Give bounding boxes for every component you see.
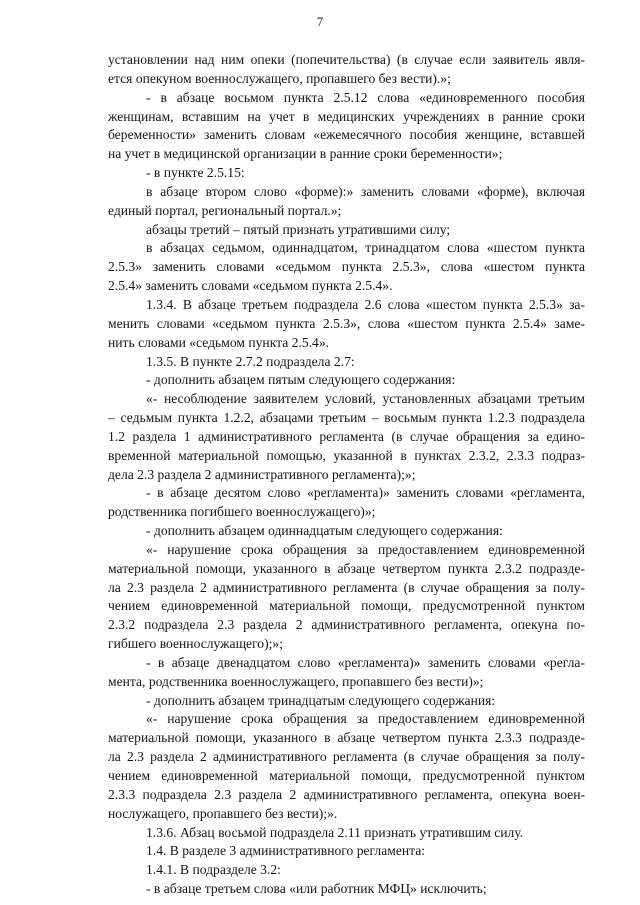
- text-line: «- нарушение срока обращения за предоставлением единовременной: [146, 711, 585, 727]
- text-line: мента, родственника военнослужащего, пропавшего без вести)»;: [108, 673, 484, 689]
- text-line: в абзацах седьмом, одиннадцатом, тринадцатом слова «шестом пункта: [146, 240, 585, 256]
- text-line: 2.3.2 подраздела 2.3 раздела 2 административного регламента, опекуна по-: [108, 617, 585, 633]
- text-line: ла 2.3 раздела 2 административного регламента (в случае обращения за полу-: [108, 749, 585, 765]
- text-line: дела 2.3 раздела 2 административного регламента);»;: [108, 466, 416, 482]
- text-line: беременности» заменить словам «ежемесячного пособия женщине, вставшей: [108, 127, 585, 143]
- text-line: материальной помощи, указанного в абзаце четвертом пункта 2.3.3 подразде-: [108, 730, 585, 746]
- text-line: нить словами «седьмом пункта 2.5.4».: [108, 334, 330, 350]
- text-line: 1.2 раздела 1 административного регламента (в случае обращения за едино-: [108, 428, 585, 444]
- text-line: чением единовременной материальной помощи, предусмотренной пунктом: [108, 598, 585, 614]
- text-line: менить словами «седьмом пункта 2.5.3», слова «шестом пункта 2.5.4» заме-: [108, 315, 585, 331]
- text-line: абзацы третий – пятый признать утратившими силу;: [146, 221, 451, 237]
- text-line: 1.3.6. Абзац восьмой подраздела 2.11 признать утратившим силу.: [146, 824, 524, 840]
- text-line: женщинам, вставшим на учет в медицинских учреждениях в ранние сроки: [108, 108, 585, 124]
- text-line: чением единовременной материальной помощи, предусмотренной пунктом: [108, 768, 585, 783]
- text-line: 1.3.4. В абзаце третьем подраздела 2.6 слова «шестом пункта 2.5.3» за-: [146, 296, 585, 312]
- text-line: гибшего военнослужащего);»;: [108, 636, 283, 652]
- text-line: - в пункте 2.5.15:: [146, 165, 245, 180]
- text-line: - дополнить абзацем пятым следующего содержания:: [146, 372, 456, 388]
- text-line: - в абзаце десятом слово «регламента)» заменить словами «регламента,: [146, 485, 585, 501]
- text-line: - в абзаце двенадцатом слово «регламента)» заменить словами «регла-: [146, 654, 585, 670]
- text-line: нослужащего, пропавшего без вести);».: [108, 805, 338, 821]
- text-line: «- нарушение срока обращения за предоставлением единовременной: [146, 541, 585, 557]
- text-line: установлении над ним опеки (попечительства) (в случае если заявитель явля-: [108, 52, 585, 67]
- text-line: материальной помощи, указанного в абзаце четвертом пункта 2.3.2 подразде-: [108, 560, 585, 576]
- text-line: единый портал, региональный портал.»;: [108, 202, 342, 218]
- text-line: ла 2.3 раздела 2 административного регламента (в случае обращения за полу-: [108, 579, 585, 595]
- text-line: - дополнить абзацем тринадцатым следующего содержания:: [146, 692, 496, 708]
- text-line: - в абзаце третьем слова «или работник МФЦ» исключить;: [146, 881, 487, 896]
- text-line: 1.3.5. В пункте 2.7.2 подраздела 2.7:: [146, 353, 355, 369]
- text-line: временной материальной помощью, указанной в пунктах 2.3.2, 2.3.3 подраз-: [108, 447, 585, 463]
- text-line: на учет в медицинской организации в ранние сроки беременности»;: [108, 146, 503, 162]
- page-number: 7: [316, 14, 324, 29]
- text-line: - в абзаце восьмом пункта 2.5.12 слова «единовременного пособия: [146, 89, 585, 105]
- text-line: 2.3.3 подраздела 2.3 раздела 2 административного регламента, опекуна воен-: [108, 786, 585, 802]
- text-line: в абзаце втором слово «форме):» заменить словами «форме), включая: [146, 183, 585, 199]
- text-line: родственника погибшего военнослужащего)»;: [108, 504, 376, 520]
- text-line: 2.5.4» заменить словами «седьмом пункта 2.5.4».: [108, 278, 393, 294]
- text-line: «- несоблюдение заявителем условий, установленных абзацами третьим: [146, 391, 585, 407]
- text-line: ется опекуном военнослужащего, пропавшего без вести).»;: [108, 70, 451, 86]
- text-line: 1.4. В разделе 3 административного регламента:: [146, 843, 426, 859]
- text-line: – седьмым пункта 1.2.2, абзацами третьим – восьмым пункта 1.2.3 подраздела: [108, 410, 585, 425]
- text-line: - дополнить абзацем одиннадцатым следующего содержания:: [146, 523, 503, 538]
- text-line: 1.4.1. В подразделе 3.2:: [146, 862, 281, 878]
- text-line: 2.5.3» заменить словами «седьмом пункта 2.5.3», слова «шестом пункта: [108, 259, 585, 275]
